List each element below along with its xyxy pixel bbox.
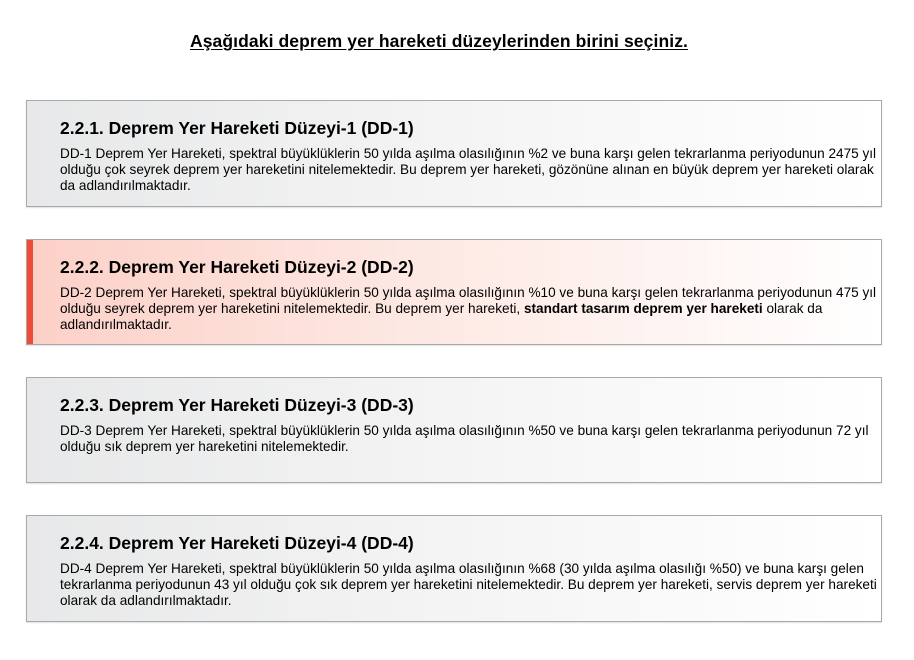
option-description-dd2-text: DD-2 Deprem Yer Hareketi, spektral büyüklüklerin 50 yılda aşılma olasılığının %10 ve buna karşı gelen tekrarlanma periyodunun 475 yıl olduğu seyrek deprem yer hareketini nitelemektedir. Bu deprem yer hareketi,: [60, 285, 877, 316]
option-card-dd3[interactable]: [26, 377, 882, 483]
option-title-dd1: 2.2.1. Deprem Yer Hareketi Düzeyi-1 (DD-1): [60, 118, 414, 138]
option-description-dd1: DD-1 Deprem Yer Hareketi, spektral büyüklüklerin 50 yılda aşılma olasılığının %2 ve buna karşı gelen tekrarlanma periyodunun 2475 yıl olduğu çok seyrek deprem yer hareketini nitelemektedir. Bu deprem yer hareketi, gözönüne alınan en büyük deprem yer hareketi olarak da adlandırılmaktadır.: [60, 146, 877, 193]
option-description-dd2: [60, 285, 880, 333]
option-title-dd2: 2.2.2. Deprem Yer Hareketi Düzeyi-2 (DD-2): [60, 257, 414, 277]
page-title: Aşağıdaki deprem yer hareketi düzeylerinden birini seçiniz.: [189, 31, 689, 51]
option-description-dd2-emphasis: standart tasarım deprem yer hareketi: [523, 301, 763, 316]
option-card-dd1[interactable]: [26, 100, 882, 207]
option-title-dd4: 2.2.4. Deprem Yer Hareketi Düzeyi-4 (DD-4): [60, 533, 414, 553]
option-description-dd2-text-end: olarak da adlandırılmaktadır.: [60, 301, 823, 332]
option-description-dd3: DD-3 Deprem Yer Hareketi, spektral büyüklüklerin 50 yılda aşılma olasılığının %50 ve buna karşı gelen tekrarlanma periyodunun 72 yıl olduğu sık deprem yer hareketini nitelemektedir.: [60, 423, 869, 454]
option-title-dd3: 2.2.3. Deprem Yer Hareketi Düzeyi-3 (DD-3): [60, 395, 414, 415]
option-description-dd4: DD-4 Deprem Yer Hareketi, spektral büyüklüklerin 50 yılda aşılma olasılığının %68 (30 yılda aşılma olasılığı %50) ve buna karşı gelen tekrarlanma periyodunun 43 yıl olduğu çok sık deprem yer hareketini nitelemektedir. Bu deprem yer hareketi, servis deprem yer hareketi olarak da adlandırılmaktadır.: [60, 561, 877, 608]
option-card-dd2[interactable]: [26, 239, 882, 345]
option-card-dd4[interactable]: [26, 515, 882, 622]
